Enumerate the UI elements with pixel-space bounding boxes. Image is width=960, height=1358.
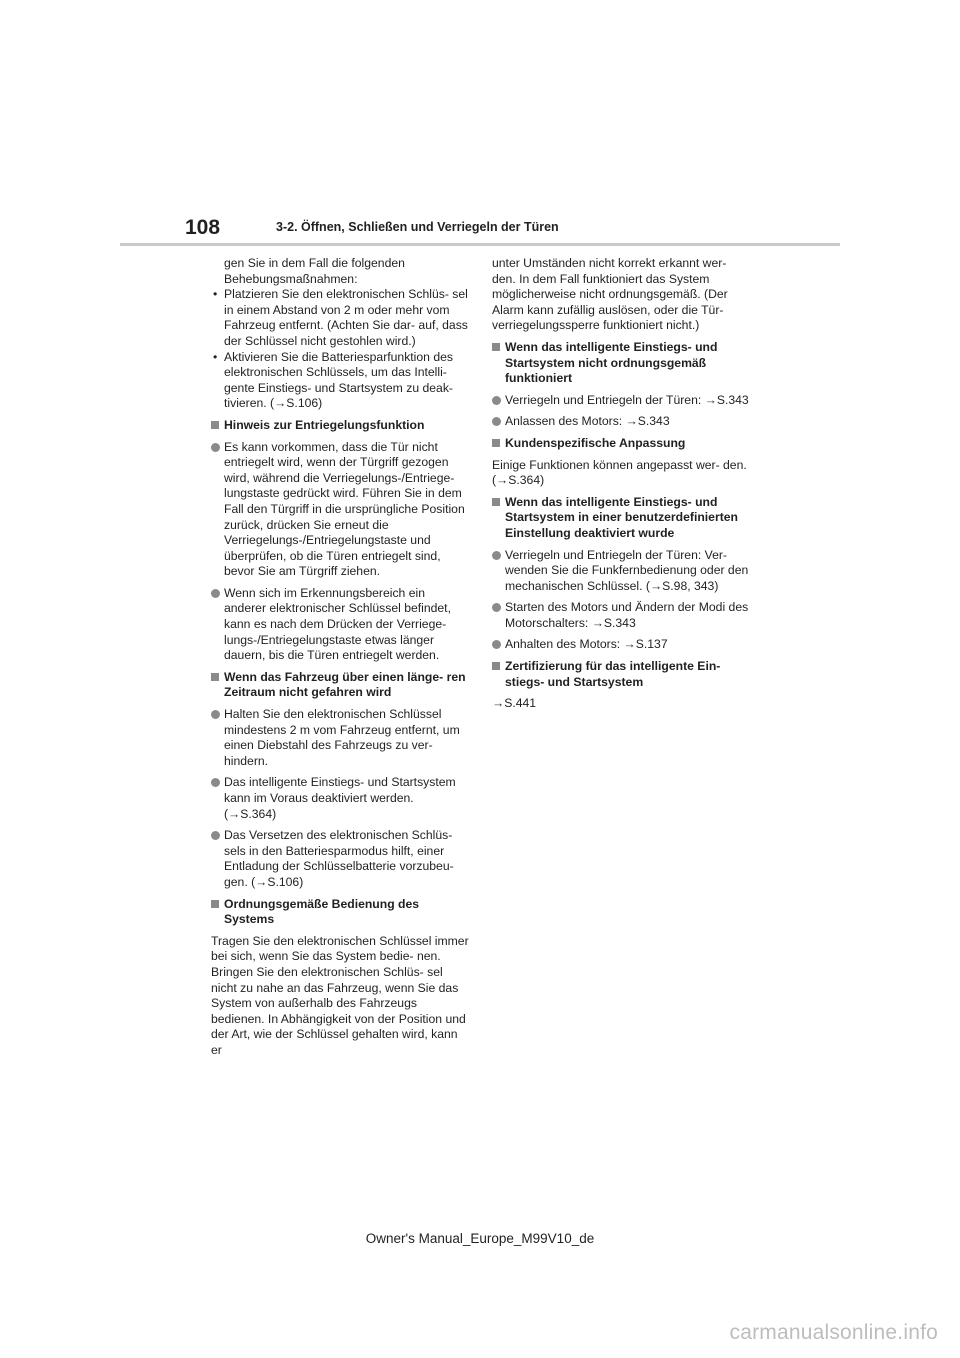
header-rule [120, 243, 840, 246]
square-icon [492, 662, 500, 670]
bullet-start-engine-modes: Starten des Motors und Ändern der Modi des Motorschalters: →S.343 [492, 600, 752, 631]
bullet-lock-unlock: Verriegeln und Entriegeln der Türen: →S.343 [492, 393, 752, 409]
bullet-door-not-unlocked: Es kann vorkommen, dass die Tür nicht entriegelt wird, wenn der Türgriff gezogen wird, während die Verriegelungs-/Entriege- lungstaste gedrückt wird. Führen Sie in dem Fall den Türgriff in die ursprüngliche Position zurück, drücken Sie erneut die Verriegelungs-/Entriegelungstaste und überprüfen, ob die Türen entriegelt sind, bevor Sie am Türgriff ziehen. [211, 440, 469, 580]
sub-bullet-2-text: Aktivieren Sie die Batteriesparfunktion des elektronischen Schlüssels, um das Intelli- gente Einstiegs- und Startsystem zu deak- tivieren. (→S.106) [224, 349, 453, 411]
heading-proper-operation: Ordnungsgemäße Bedienung des Systems [211, 897, 469, 928]
bullet-start-engine: Anlassen des Motors: →S.343 [492, 414, 752, 430]
watermark: carmanualsonline.info [729, 1321, 938, 1344]
heading-deactivated: Wenn das intelligente Einstiegs- und Startsystem in einer benutzerdefinierten Einstellung deaktiviert wurde [492, 495, 752, 542]
circle-bullet-icon [492, 396, 501, 405]
circle-bullet-icon [211, 710, 220, 719]
circle-bullet-icon [492, 603, 501, 612]
bullet-battery-saving: Das Versetzen des elektronischen Schlüs- sels in den Batteriesparmodus hilft, einer Entladung der Schlüsselbatterie vorzubeu- gen. (→S.106) [211, 828, 469, 890]
heading-not-driven: Wenn das Fahrzeug über einen länge- ren Zeitraum nicht gefahren wird [211, 670, 469, 701]
circle-bullet-icon [211, 589, 220, 598]
certification-reference: →S.441 [492, 696, 537, 711]
circle-bullet-icon [492, 417, 501, 426]
square-icon [211, 900, 219, 908]
circle-bullet-icon [211, 778, 220, 787]
sub-bullet-1-text: Platzieren Sie den elektronischen Schlüs- sel in einem Abstand von 2 m oder mehr vom Fahrzeug entfernt. (Achten Sie dar- auf, dass der Schlüssel nicht gestohlen wird.) [224, 287, 468, 348]
square-icon [492, 439, 500, 447]
square-icon [211, 673, 219, 681]
square-icon [492, 343, 500, 351]
continuation-text: unter Umständen nicht korrekt erkannt wer- den. In dem Fall funktioniert das System möglicherweise nicht ordnungsgemäß. (Der Alarm kann zufällig auslösen, oder die Tür- verriegelungssperre funktioniert nicht.) [492, 256, 728, 333]
right-column [492, 256, 752, 718]
sub-bullet-1: • Platzieren Sie den elektronischen Schlüs- sel in einem Abstand von 2 m oder mehr vom Fahrzeug entfernt. (Achten Sie dar- auf, dass der Schlüssel nicht gestohlen wird.) [213, 287, 468, 348]
heading-customization: Kundenspezifische Anpassung [492, 436, 752, 452]
page-number: 108 [185, 216, 221, 239]
paragraph-customization: Einige Funktionen können angepasst wer- den. (→S.364) [492, 457, 747, 488]
bullet-deactivate-system: Das intelligente Einstiegs- und Startsystem kann im Voraus deaktiviert werden. (→S.364) [211, 775, 469, 822]
square-icon [492, 498, 500, 506]
bullet-lock-unlock-deactivated: Verriegeln und Entriegeln der Türen: Ver- wenden Sie die Funkfernbedienung oder den mechanischen Schlüssel. (→S.98, 343) [492, 548, 752, 595]
circle-bullet-icon [492, 640, 501, 649]
paragraph-proper-operation: Tragen Sie den elektronischen Schlüssel immer bei sich, wenn Sie das System bedie- nen. Bringen Sie den elektronischen Schlüs- sel nicht zu nahe an das Fahrzeug, wenn Sie das System von außerhalb des Fahrzeugs bedienen. In Abhängigkeit von der Position und der Art, wie der Schlüssel gehalten wird, kann er [211, 933, 469, 1057]
circle-bullet-icon [492, 551, 501, 560]
bullet-stop-engine: Anhalten des Motors: →S.137 [492, 637, 752, 653]
left-column [211, 256, 469, 1065]
square-icon [211, 421, 219, 429]
bullet-other-key: Wenn sich im Erkennungsbereich ein anderer elektronischer Schlüssel befindet, kann es nach dem Drücken der Verriege- lungs-/Entriegelungstaste etwas länger dauern, bis die Türen entriegelt werden. [211, 586, 469, 664]
circle-bullet-icon [211, 443, 220, 452]
circle-bullet-icon [211, 831, 220, 840]
sub-bullet-2: • Aktivieren Sie die Batteriesparfunktion des elektronischen Schlüssels, um das Intelli- gente Einstiegs- und Startsystem zu deak- tivieren. (→S.106) [213, 349, 453, 411]
intro-text: gen Sie in dem Fall die folgenden Behebungsmaßnahmen: [224, 256, 405, 286]
footer-text: Owner's Manual_Europe_M99V10_de [365, 1231, 595, 1246]
heading-malfunction: Wenn das intelligente Einstiegs- und Startsystem nicht ordnungsgemäß funktioniert [492, 340, 752, 387]
heading-certification: Zertifizierung für das intelligente Ein- stiegs- und Startsystem [492, 659, 752, 690]
bullet-keep-distance: Halten Sie den elektronischen Schlüssel mindestens 2 m vom Fahrzeug entfernt, um einen Diebstahl des Fahrzeugs zu ver- hindern. [211, 707, 469, 769]
heading-unlock-function: Hinweis zur Entriegelungsfunktion [211, 418, 469, 434]
section-title: 3-2. Öffnen, Schließen und Verriegeln der Türen [276, 220, 559, 234]
